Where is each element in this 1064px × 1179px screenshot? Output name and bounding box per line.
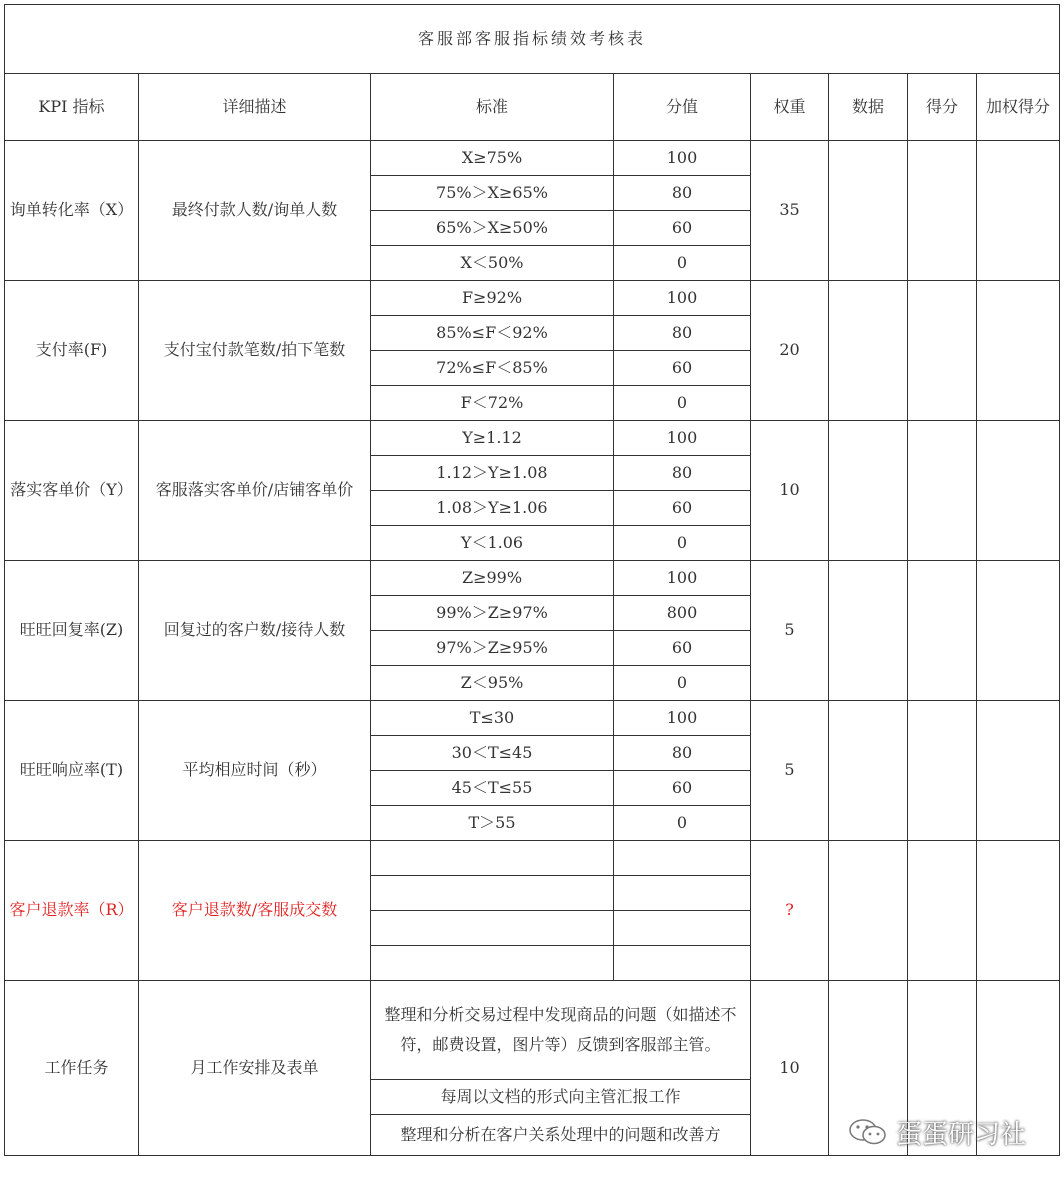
weighted-score-cell	[977, 421, 1060, 561]
score-cell: 100	[614, 421, 751, 456]
work-task-description: 月工作安排及表单	[139, 981, 371, 1156]
score-cell: 60	[614, 631, 751, 666]
score-cell	[614, 946, 751, 981]
score-cell: 100	[614, 281, 751, 316]
standard-cell: X＜50%	[371, 246, 614, 281]
got-score-cell	[908, 701, 977, 841]
score-cell: 80	[614, 736, 751, 771]
table-row	[5, 561, 1060, 596]
header-got-score: 得分	[908, 74, 977, 141]
standard-cell: Z＜95%	[371, 666, 614, 701]
score-cell	[614, 841, 751, 876]
standard-cell	[371, 841, 614, 876]
standard-cell	[371, 911, 614, 946]
header-weighted-score: 加权得分	[977, 74, 1060, 141]
standard-cell	[371, 876, 614, 911]
header-score: 分值	[614, 74, 751, 141]
header-description: 详细描述	[139, 74, 371, 141]
table-row	[5, 281, 1060, 316]
task-item: 整理和分析交易过程中发现商品的问题（如描述不符，邮费设置，图片等）反馈到客服部主管。	[371, 981, 751, 1080]
standard-cell: T＞55	[371, 806, 614, 841]
score-cell: 100	[614, 701, 751, 736]
score-cell: 60	[614, 351, 751, 386]
weighted-score-cell	[977, 841, 1060, 981]
score-cell: 0	[614, 806, 751, 841]
task-item: 每周以文档的形式向主管汇报工作	[371, 1080, 751, 1115]
score-cell: 60	[614, 771, 751, 806]
kpi-table	[4, 4, 1060, 1156]
weight-cell: 20	[751, 281, 829, 421]
standard-cell: X≥75%	[371, 141, 614, 176]
score-cell: 0	[614, 526, 751, 561]
score-cell: 60	[614, 211, 751, 246]
header-standard: 标准	[371, 74, 614, 141]
weighted-score-cell	[977, 561, 1060, 701]
task-item: 整理和分析在客户关系处理中的问题和改善方	[371, 1115, 751, 1156]
header-data: 数据	[829, 74, 908, 141]
score-cell: 100	[614, 561, 751, 596]
header-row	[5, 74, 1060, 141]
data-cell	[829, 841, 908, 981]
wechat-icon	[848, 1117, 888, 1147]
standard-cell: T≤30	[371, 701, 614, 736]
standard-cell: 85%≤F＜92%	[371, 316, 614, 351]
table-row	[5, 981, 1060, 1080]
got-score-cell	[908, 141, 977, 281]
data-cell	[829, 141, 908, 281]
kpi-description: 客户退款数/客服成交数	[139, 841, 371, 981]
table-row	[5, 421, 1060, 456]
kpi-name: 旺旺响应率(T)	[5, 701, 139, 841]
table-title: 客服部客服指标绩效考核表	[5, 5, 1060, 74]
score-cell: 80	[614, 176, 751, 211]
score-cell	[614, 876, 751, 911]
kpi-name: 旺旺回复率(Z)	[5, 561, 139, 701]
standard-cell: 97%＞Z≥95%	[371, 631, 614, 666]
weight-cell: 35	[751, 141, 829, 281]
score-cell: 80	[614, 316, 751, 351]
score-cell: 0	[614, 666, 751, 701]
standard-cell: 65%＞X≥50%	[371, 211, 614, 246]
weighted-score-cell	[977, 701, 1060, 841]
score-cell	[614, 911, 751, 946]
standard-cell: 1.12＞Y≥1.08	[371, 456, 614, 491]
standard-cell: F≥92%	[371, 281, 614, 316]
standard-cell: 99%＞Z≥97%	[371, 596, 614, 631]
header-weight: 权重	[751, 74, 829, 141]
standard-cell: F＜72%	[371, 386, 614, 421]
score-cell: 800	[614, 596, 751, 631]
data-cell	[829, 421, 908, 561]
standard-cell: Y＜1.06	[371, 526, 614, 561]
data-cell	[829, 561, 908, 701]
weight-cell: 5	[751, 561, 829, 701]
weight-cell: 5	[751, 701, 829, 841]
work-task-name: 工作任务	[5, 981, 139, 1156]
got-score-cell	[908, 561, 977, 701]
standard-cell: 45＜T≤55	[371, 771, 614, 806]
score-cell: 0	[614, 246, 751, 281]
standard-cell: Z≥99%	[371, 561, 614, 596]
watermark-text: 蛋蛋研习社	[896, 1119, 1027, 1150]
standard-cell	[371, 946, 614, 981]
table-row	[5, 141, 1060, 176]
score-cell: 80	[614, 456, 751, 491]
kpi-name: 客户退款率（R）	[5, 841, 139, 981]
got-score-cell	[908, 421, 977, 561]
standard-cell: 72%≤F＜85%	[371, 351, 614, 386]
kpi-description: 最终付款人数/询单人数	[139, 141, 371, 281]
got-score-cell	[908, 281, 977, 421]
header-kpi: KPI 指标	[5, 74, 139, 141]
table-row	[5, 701, 1060, 736]
standard-cell: 1.08＞Y≥1.06	[371, 491, 614, 526]
kpi-name: 询单转化率（X）	[5, 141, 139, 281]
kpi-name: 支付率(F)	[5, 281, 139, 421]
table-row	[5, 841, 1060, 876]
kpi-description: 支付宝付款笔数/拍下笔数	[139, 281, 371, 421]
standard-cell: 30＜T≤45	[371, 736, 614, 771]
score-cell: 100	[614, 141, 751, 176]
data-cell	[829, 701, 908, 841]
weight-cell: 10	[751, 981, 829, 1156]
score-cell: 60	[614, 491, 751, 526]
score-cell: 0	[614, 386, 751, 421]
kpi-sheet	[4, 4, 1059, 1156]
weighted-score-cell	[977, 281, 1060, 421]
standard-cell: 75%＞X≥65%	[371, 176, 614, 211]
data-cell	[829, 281, 908, 421]
kpi-description: 回复过的客户数/接待人数	[139, 561, 371, 701]
standard-cell: Y≥1.12	[371, 421, 614, 456]
weighted-score-cell	[977, 141, 1060, 281]
weight-cell: ?	[751, 841, 829, 981]
kpi-description: 平均相应时间（秒）	[139, 701, 371, 841]
kpi-description: 客服落实客单价/店铺客单价	[139, 421, 371, 561]
weight-cell: 10	[751, 421, 829, 561]
kpi-name: 落实客单价（Y）	[5, 421, 139, 561]
got-score-cell	[908, 841, 977, 981]
watermark	[848, 1112, 1026, 1152]
